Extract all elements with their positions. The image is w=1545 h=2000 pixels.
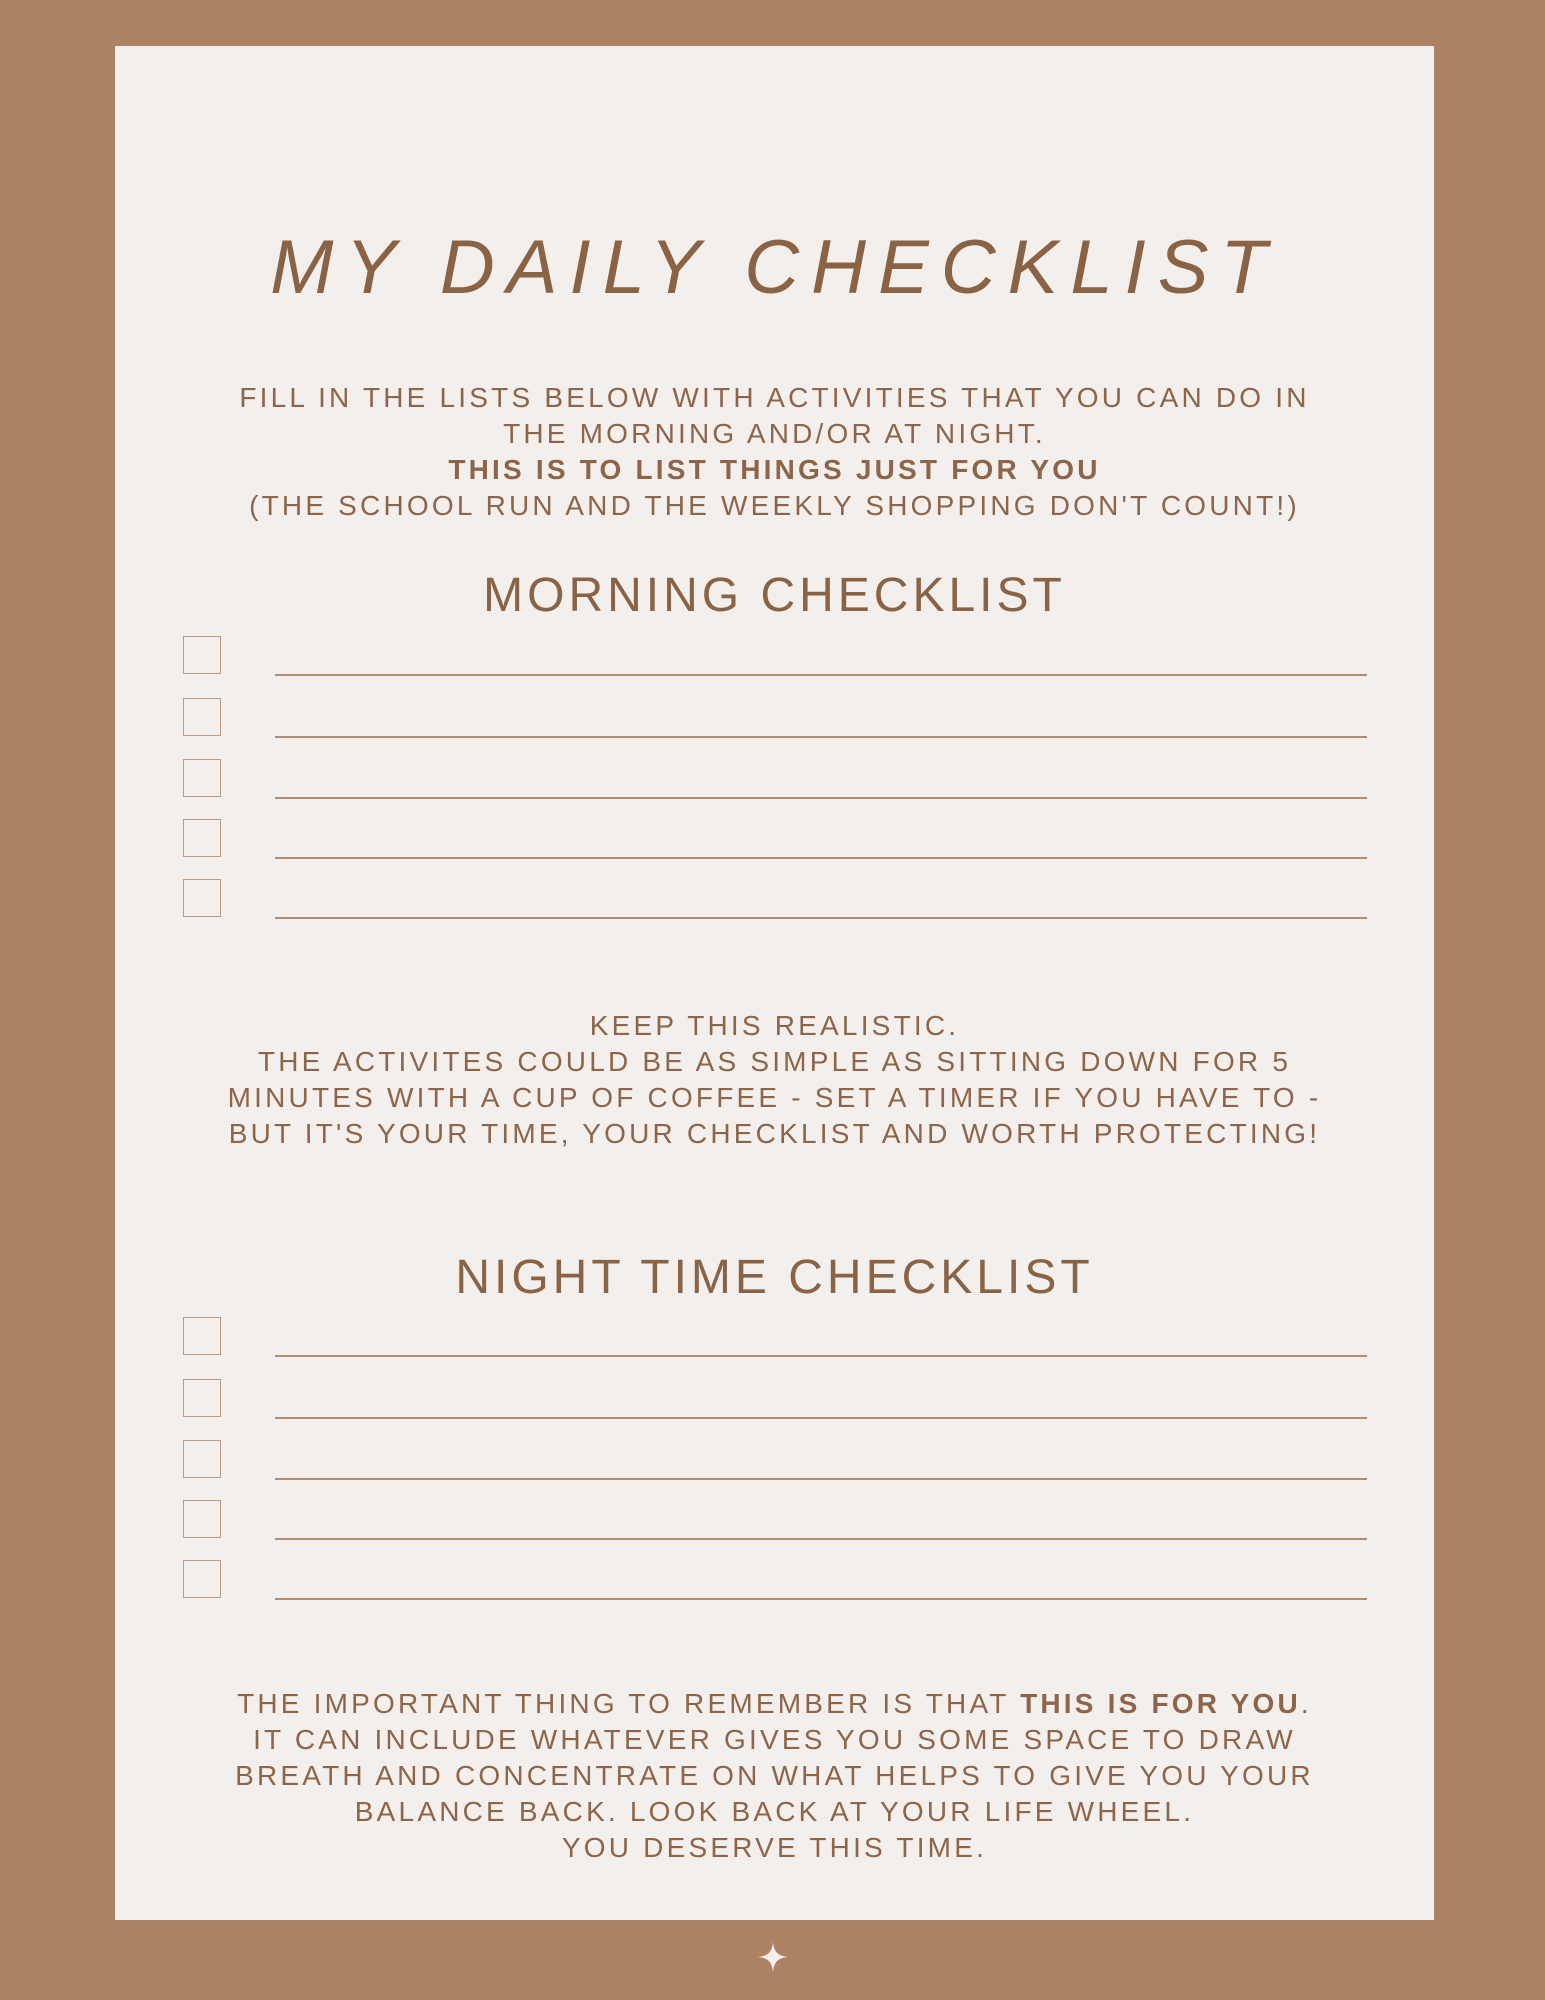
- night-checkbox-3[interactable]: [183, 1440, 221, 1478]
- morning-item-5: [115, 879, 1434, 939]
- morning-item-4: [115, 819, 1434, 879]
- page-title: MY DAILY CHECKLIST: [270, 225, 1279, 310]
- morning-item-2: [115, 698, 1434, 758]
- night-checkbox-1[interactable]: [183, 1317, 221, 1355]
- morning-line-4[interactable]: [275, 857, 1367, 859]
- night-line-3[interactable]: [275, 1478, 1367, 1480]
- intro-line-1: FILL IN THE LISTS BELOW WITH ACTIVITIES THAT YOU CAN DO IN: [239, 382, 1310, 413]
- closing-line-1-post: .: [1300, 1688, 1312, 1719]
- night-item-1: [115, 1317, 1434, 1377]
- closing-line-3: BREATH AND CONCENTRATE ON WHAT HELPS TO GIVE YOU YOUR: [235, 1760, 1314, 1791]
- night-line-2[interactable]: [275, 1417, 1367, 1419]
- morning-line-5[interactable]: [275, 917, 1367, 919]
- closing-line-1: [175, 1686, 1374, 1722]
- intro-line-3: THIS IS TO LIST THINGS JUST FOR YOU: [448, 454, 1101, 485]
- closing-line-2: IT CAN INCLUDE WHATEVER GIVES YOU SOME SPACE TO DRAW: [253, 1724, 1296, 1755]
- morning-item-1: [115, 636, 1434, 696]
- morning-checkbox-1[interactable]: [183, 636, 221, 674]
- morning-item-3: [115, 759, 1434, 819]
- night-item-4: [115, 1500, 1434, 1560]
- night-item-2: [115, 1379, 1434, 1439]
- sparkle-icon: [756, 1940, 790, 1974]
- night-checkbox-5[interactable]: [183, 1560, 221, 1598]
- morning-line-2[interactable]: [275, 736, 1367, 738]
- morning-checklist-heading: MORNING CHECKLIST: [483, 569, 1066, 622]
- night-checkbox-2[interactable]: [183, 1379, 221, 1417]
- night-item-3: [115, 1440, 1434, 1500]
- closing-line-4: BALANCE BACK. LOOK BACK AT YOUR LIFE WHEEL.: [354, 1796, 1195, 1827]
- closing-note: [175, 1686, 1374, 1866]
- realistic-note: [175, 1008, 1374, 1152]
- note-line-2: THE ACTIVITES COULD BE AS SIMPLE AS SITTING DOWN FOR 5: [257, 1046, 1292, 1077]
- intro-line-2: THE MORNING AND/OR AT NIGHT.: [503, 418, 1046, 449]
- intro-text: [175, 380, 1374, 524]
- checklist-sheet: [115, 46, 1434, 1920]
- morning-checkbox-4[interactable]: [183, 819, 221, 857]
- note-line-3: MINUTES WITH A CUP OF COFFEE - SET A TIMER IF YOU HAVE TO -: [227, 1082, 1322, 1113]
- closing-line-5: YOU DESERVE THIS TIME.: [561, 1832, 988, 1863]
- night-line-4[interactable]: [275, 1538, 1367, 1540]
- morning-checkbox-3[interactable]: [183, 759, 221, 797]
- closing-line-1-pre: THE IMPORTANT THING TO REMEMBER IS THAT: [237, 1688, 1021, 1719]
- morning-line-3[interactable]: [275, 797, 1367, 799]
- night-item-5: [115, 1560, 1434, 1620]
- intro-line-4: (THE SCHOOL RUN AND THE WEEKLY SHOPPING DON'T COUNT!): [249, 490, 1300, 521]
- morning-checkbox-5[interactable]: [183, 879, 221, 917]
- closing-line-1-bold: THIS IS FOR YOU: [1020, 1688, 1301, 1719]
- morning-checkbox-2[interactable]: [183, 698, 221, 736]
- night-line-1[interactable]: [275, 1355, 1367, 1357]
- note-line-1: KEEP THIS REALISTIC.: [589, 1010, 960, 1041]
- night-checklist-heading: NIGHT TIME CHECKLIST: [455, 1251, 1094, 1304]
- night-checkbox-4[interactable]: [183, 1500, 221, 1538]
- night-line-5[interactable]: [275, 1598, 1367, 1600]
- note-line-4: BUT IT'S YOUR TIME, YOUR CHECKLIST AND WORTH PROTECTING!: [228, 1118, 1321, 1149]
- morning-line-1[interactable]: [275, 674, 1367, 676]
